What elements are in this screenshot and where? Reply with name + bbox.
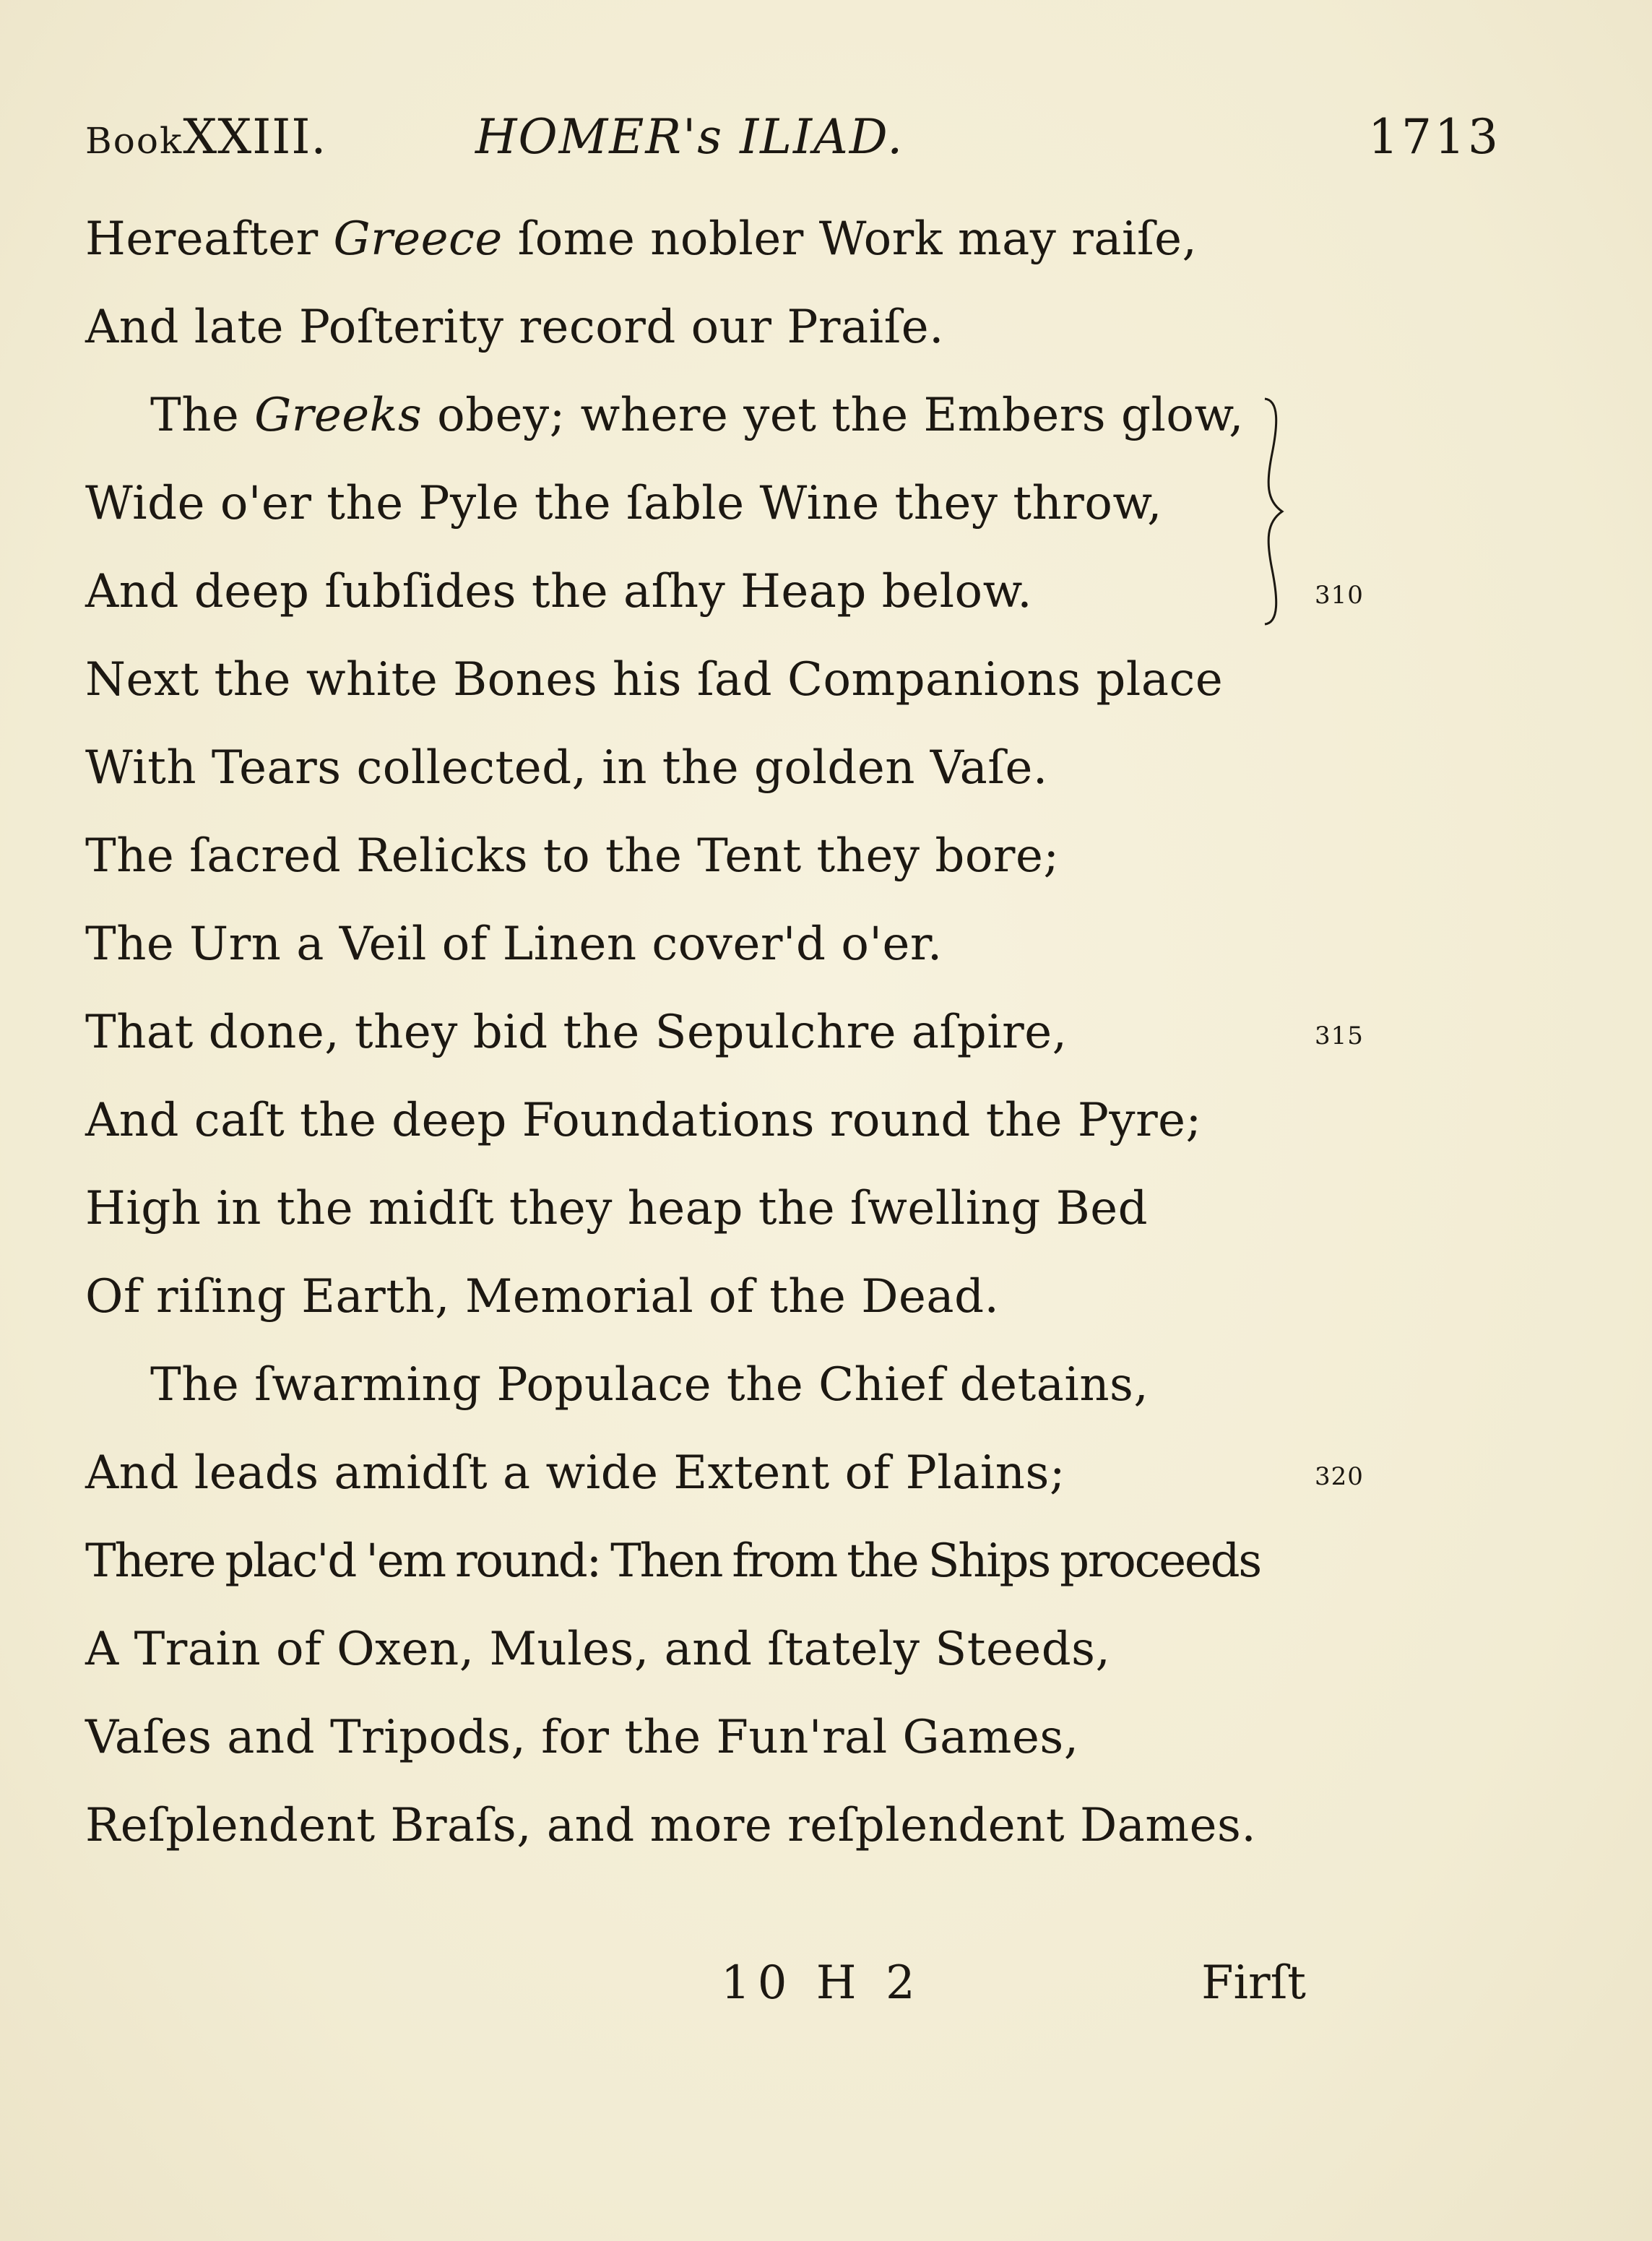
- verse-line: [85, 548, 1328, 636]
- verse-line: [85, 1076, 1328, 1165]
- verse-line: [85, 1693, 1328, 1782]
- verse-block: [85, 195, 1328, 1870]
- book-prefix: Book: [85, 120, 183, 162]
- book-label: [85, 101, 326, 177]
- verse-line: [85, 1782, 1328, 1870]
- verse-text: obey; where yet the Embers glow,: [422, 389, 1244, 442]
- verse-line: [85, 636, 1328, 724]
- catchword: Firſt: [1201, 1956, 1306, 2010]
- verse-text: ſome nobler Work may raiſe,: [502, 212, 1198, 266]
- verse-text: A Train of Oxen, Mules, and ſtately Steeds,: [85, 1623, 1111, 1676]
- verse-text: Wide o'er the Pyle the ſable Wine they throw,: [85, 477, 1162, 530]
- book-number: XXIII.: [183, 109, 327, 165]
- verse-text: And caſt the deep Foundations round the Pyre;: [85, 1094, 1202, 1147]
- verse-text: Next the white Bones his ſad Companions place: [85, 653, 1224, 707]
- verse-line: [85, 724, 1328, 812]
- verse-line: [85, 988, 1328, 1076]
- verse-text: And late Poſterity record our Praiſe.: [85, 301, 944, 354]
- line-number: 315: [1315, 1022, 1364, 1050]
- verse-line: [85, 1605, 1328, 1693]
- verse-line: [85, 812, 1328, 900]
- verse-text: With Tears collected, in the golden Vaſe.: [85, 741, 1048, 795]
- verse-line: [85, 371, 1328, 459]
- italic-proper-noun: Greeks: [254, 389, 423, 442]
- verse-text: That done, they bid the Sepulchre aſpire,: [85, 1006, 1068, 1059]
- line-number: 310: [1315, 581, 1364, 610]
- verse-line: [85, 195, 1328, 283]
- signature-mark: 10 H 2: [721, 1956, 922, 2010]
- verse-line: [85, 1429, 1328, 1517]
- triplet-brace: [1260, 396, 1289, 627]
- verse-text: The: [150, 389, 255, 442]
- verse-line: [85, 1517, 1328, 1605]
- work-title: HOMER's ILIAD.: [475, 109, 904, 165]
- verse-line: [85, 900, 1328, 988]
- verse-line: [85, 1253, 1328, 1341]
- verse-text: Of riſing Earth, Memorial of the Dead.: [85, 1270, 1000, 1324]
- verse-text: The ſwarming Populace the Chief detains,: [150, 1358, 1149, 1412]
- line-number: 320: [1315, 1462, 1364, 1491]
- verse-text: Vaſes and Tripods, for the Fun'ral Games,: [85, 1711, 1079, 1764]
- verse-text: High in the midſt they heap the ſwelling Bed: [85, 1182, 1149, 1235]
- italic-proper-noun: Greece: [333, 212, 503, 266]
- verse-line: [85, 283, 1328, 371]
- verse-text: The Urn a Veil of Linen cover'd o'er.: [85, 917, 943, 971]
- verse-line: [85, 1341, 1328, 1429]
- page-footer: [85, 1943, 1306, 2023]
- verse-text: And leads amidſt a wide Extent of Plains;: [85, 1446, 1065, 1500]
- running-head: [85, 101, 1501, 173]
- verse-text: And deep ſubſides the aſhy Heap below.: [85, 565, 1033, 618]
- verse-text: Hereafter: [85, 212, 334, 266]
- verse-text: There plac'd 'em round: Then from the Ships proceeds: [85, 1534, 1261, 1588]
- verse-text: The ſacred Relicks to the Tent they bore;: [85, 829, 1060, 883]
- verse-line: [85, 1165, 1328, 1253]
- verse-text: Reſplendent Braſs, and more reſplendent Dames.: [85, 1799, 1257, 1852]
- page-number: 1713: [1368, 109, 1501, 165]
- verse-line: [85, 459, 1328, 548]
